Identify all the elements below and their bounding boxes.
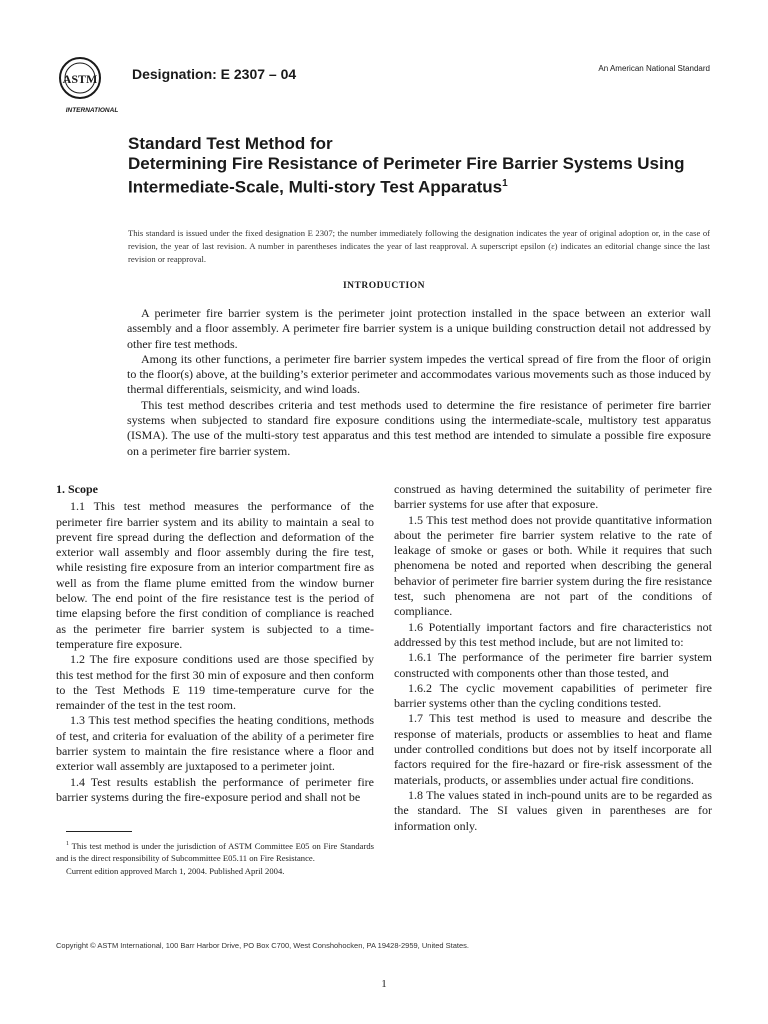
designation: Designation: E 2307 – 04 xyxy=(132,66,297,82)
title-line-2: Determining Fire Resistance of Perimeter Fire Barrier Systems Using Intermediate-Scale, Multi-story Test Apparatus xyxy=(128,154,685,197)
scope-paragraph: 1.6.1 The performance of the perimeter fire barrier system constructed with components other than those tested, and xyxy=(394,650,712,680)
footnote-2: Current edition approved March 1, 2004. Published April 2004. xyxy=(66,865,285,876)
footnote-divider xyxy=(66,831,132,832)
scope-paragraph: construed as having determined the suitability of perimeter fire barrier systems for use after that exposure. xyxy=(394,482,712,512)
right-column xyxy=(394,482,712,834)
title-line-1: Standard Test Method for xyxy=(128,134,333,153)
introduction-heading: INTRODUCTION xyxy=(342,281,425,291)
document-title xyxy=(128,134,688,198)
scope-paragraph: 1.6.2 The cyclic movement capabilities of perimeter fire barrier systems other than the cycling conditions tested. xyxy=(394,680,712,711)
scope-paragraph: 1.1 This test method measures the performance of the perimeter fire barrier system and its ability to maintain a seal to prevent fire spread during the deflection and deformation of the exterior wall assembly and floor assembly during the fire test, while resisting fire exposure from an interior compartment fire as well as from the flame plume emitted from the window burner below. The end point of the fire resistance test is the period of time elapsing before the first condition of compliance is reached as the perimeter fire barrier system is subjected to a time-temperature fire exposure. xyxy=(56,499,374,651)
astm-logo xyxy=(58,52,124,116)
scope-paragraph: 1.7 This test method is used to measure and describe the response of materials, products or assemblies to heat and flame under controlled conditions but does not by itself incorporate all factors required for the fire-hazard or fire-risk assessment of the materials, products, or assemblies under actual fire conditions. xyxy=(394,711,712,787)
scope-paragraph: 1.8 The values stated in inch-pound units are to be regarded as the standard. The SI values given in parentheses are for information only. xyxy=(394,787,712,833)
scope-paragraph: 1.4 Test results establish the performance of perimeter fire barrier systems during the fire-exposure period and shall not be xyxy=(56,774,374,804)
intro-paragraph: This test method describes criteria and test methods used to determine the fire resistance of perimeter fire barrier systems when subjected to standard fire exposure conditions using the intermediate-scale, multistory test apparatus (ISMA). The use of the multi-story test apparatus and this test method are intended to simulate a possible fire exposure on a perimeter fire barrier system. xyxy=(127,397,711,458)
copyright-notice: Copyright © ASTM International, 100 Barr Harbor Drive, PO Box C700, West Conshohocken, PA 19428-2959, United States. xyxy=(56,941,469,950)
scope-paragraph: 1.5 This test method does not provide quantitative information about the perimeter fire barrier system relative to the rate of leakage of smoke or gases or both. While it requires that such phenomena be noted and reported when describing the general behavior of perimeter fire barrier system during the fire resistance test, such phenomena are not part of the conditions of compliance. xyxy=(394,512,712,619)
footnote-mark: 1 xyxy=(66,841,69,847)
scope-heading: 1. Scope xyxy=(56,482,98,496)
left-column xyxy=(56,482,374,805)
footnote-1 xyxy=(56,838,374,865)
introduction-body xyxy=(127,306,711,459)
footnote-1-text: This test method is under the jurisdiction of ASTM Committee E05 on Fire Standards and is the direct responsibility of Subcommittee E05.11 on Fire Resistance. xyxy=(56,840,374,864)
national-standard-label: An American National Standard xyxy=(598,64,710,73)
scope-paragraph: 1.3 This test method specifies the heating conditions, methods of test, and criteria for evaluation of the ability of a perimeter fire barrier system to maintain the fire resistance where a floor and exterior wall assembly are juxtaposed to a perimeter joint. xyxy=(56,713,374,774)
issued-note: This standard is issued under the fixed designation E 2307; the number immediately following the designation indicates the year of original adoption or, in the case of revision, the year of last revision. A number in parentheses indicates the year of last reapproval. A superscript epsilon (ε) indicates an editorial change since the last revision or reapproval. xyxy=(128,228,710,264)
scope-paragraph: 1.6 Potentially important factors and fire characteristics not addressed by this test method include, but are not limited to: xyxy=(394,619,712,649)
title-footnote-mark: 1 xyxy=(502,178,508,189)
page-number: 1 xyxy=(381,978,387,990)
scope-paragraph: 1.2 The fire exposure conditions used are those specified by this test method for the first 30 min of exposure and then conform to the Test Methods E 119 time-temperature curve for the remainder of the test in the test room. xyxy=(56,652,374,713)
logo-subtext: INTERNATIONAL xyxy=(65,107,119,114)
logo-text: ASTM xyxy=(62,72,98,86)
intro-paragraph: Among its other functions, a perimeter fire barrier system impedes the vertical spread of fire from the floor of origin to the floor(s) above, at the building’s exterior perimeter and accommodates various movements such as those induced by thermal differentials, seismicity, and wind loads. xyxy=(127,351,711,397)
intro-paragraph: A perimeter fire barrier system is the perimeter joint protection installed in the space between an exterior wall assembly and a floor assembly. A perimeter fire barrier system is a unique building construction detail not addressed by other fire test methods. xyxy=(127,306,711,351)
footnotes xyxy=(56,838,374,877)
